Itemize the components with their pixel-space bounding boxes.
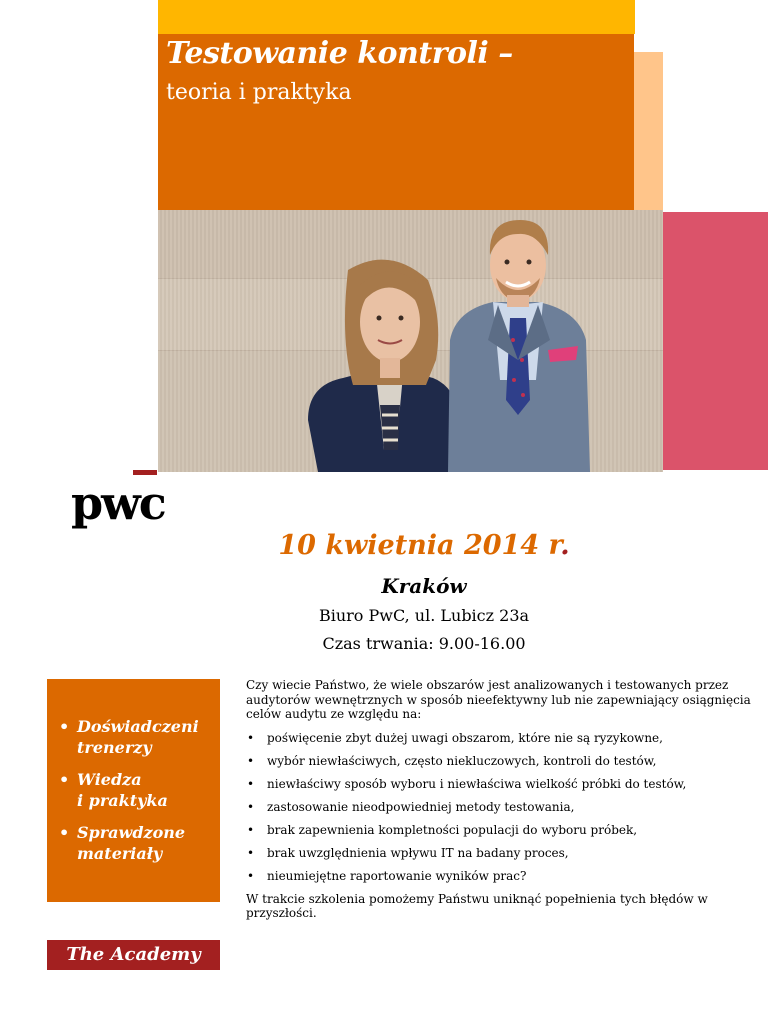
event-date: [0, 530, 768, 561]
logo-accent-bar: [133, 470, 157, 475]
event-city: Kraków: [381, 574, 467, 598]
benefit-line: Sprawdzone: [77, 823, 186, 842]
rose-accent-block: [663, 212, 768, 470]
benefit-line: trenerzy: [77, 738, 152, 757]
trainers-illustration: [158, 210, 663, 472]
peach-accent-strip: [634, 52, 663, 210]
two-trainers-photo: [158, 210, 663, 472]
event-date-dot: .: [560, 530, 570, 561]
benefit-line: Doświadczeni: [77, 717, 199, 736]
issue-item: • niewłaściwy sposób wyboru i niewłaściwa wielkość próbki do testów,: [246, 777, 756, 792]
page-subtitle: teoria i praktyka: [166, 80, 352, 105]
event-address: Biuro PwC, ul. Lubicz 23a: [318, 606, 530, 625]
woman-figure: [308, 260, 466, 472]
title-banner: [158, 34, 634, 210]
issue-item: • brak zapewnienia kompletności populacji do wyboru próbek,: [246, 823, 756, 838]
event-date-text: 10 kwietnia 2014 r: [278, 530, 561, 561]
issue-item: • zastosowanie nieodpowiedniej metody testowania,: [246, 800, 756, 815]
page-title: Testowanie kontroli –: [166, 36, 513, 71]
academy-badge: The Academy: [47, 940, 220, 970]
outro-paragraph: W trakcie szkolenia pomożemy Państwu uniknąć popełnienia tych błędów w przyszłości.: [246, 891, 708, 920]
benefit-item: [57, 769, 217, 811]
top-accent-bar: [158, 0, 635, 34]
issue-item: • wybór niewłaściwych, często niekluczowych, kontroli do testów,: [246, 754, 756, 769]
man-figure: [448, 220, 590, 472]
intro-paragraph: Czy wiecie Państwo, że wiele obszarów jest analizowanych i testowanych przez audytorów wewnętrznych w sposób nieefektywny lub nie zapewniający osiągnięcia celów audytu ze względu na:: [246, 678, 751, 721]
issues-list: [246, 731, 756, 884]
benefit-line: materiały: [77, 844, 163, 863]
benefit-item: [57, 716, 217, 758]
issue-item: • poświęcenie zbyt dużej uwagi obszarom, które nie są ryzykowne,: [246, 731, 756, 746]
description-block: [246, 678, 756, 921]
benefit-item: [57, 822, 217, 864]
issue-item: • nieumiejętne raportowanie wyników prac?: [246, 869, 756, 884]
benefit-line: Wiedza: [77, 770, 142, 789]
event-duration: Czas trwania: 9.00-16.00: [322, 634, 526, 653]
benefit-line: i praktyka: [77, 791, 168, 810]
logo-wordmark: pwc: [71, 476, 165, 530]
pwc-logo: [71, 470, 181, 536]
benefits-panel: [47, 679, 220, 902]
issue-item: • brak uwzględnienia wpływu IT na badany proces,: [246, 846, 756, 861]
benefits-list: [57, 716, 217, 875]
